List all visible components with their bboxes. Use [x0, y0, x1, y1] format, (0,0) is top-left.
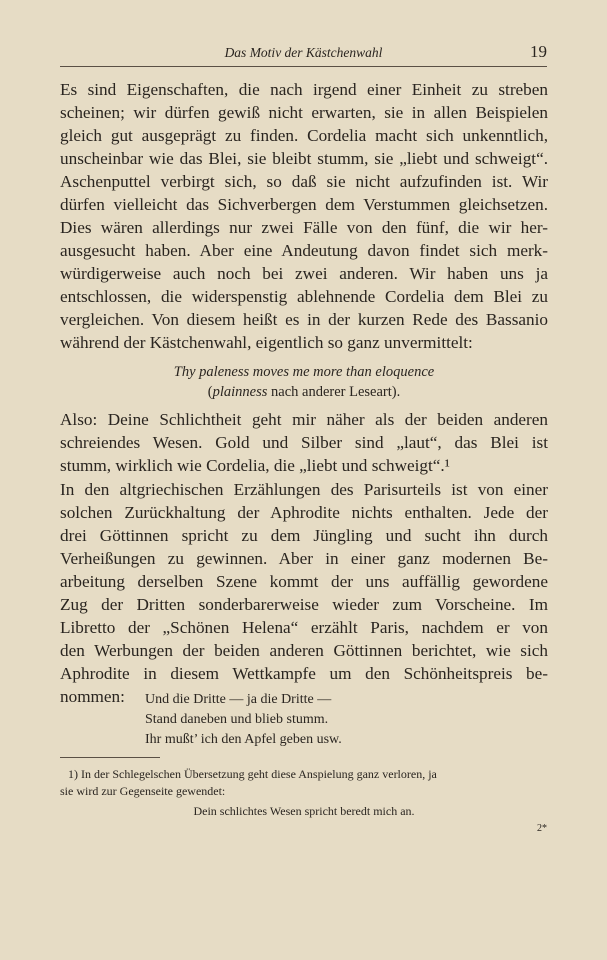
quote-variant-word: plainness: [212, 384, 268, 400]
text-line: Aphrodite in diesem Wettkampfe um den Schönheitspreis be-: [60, 664, 548, 683]
text-line: solchen Zurückhaltung der Aphrodite nichts enthalten. Jede der: [60, 503, 548, 522]
text-line: scheinen; wir dürfen gewiß nicht erwarten, sie in allen Beispielen: [60, 103, 548, 122]
footnote-line: 1) In der Schlegelschen Übersetzung geht diese Anspielung ganz verloren, ja: [68, 767, 437, 781]
text-line: vergleichen. Von diesem heißt es in der kurzen Rede des Bassanio: [60, 310, 548, 329]
paragraph-2: [60, 408, 548, 477]
text-line: drei Göttinnen spricht zu dem Jüngling und sucht ihn durch: [60, 526, 548, 545]
text-line: schreiendes Wesen. Gold und Silber sind „laut“, das Blei ist: [60, 433, 548, 452]
text-line: den Werbungen der beiden anderen Göttinnen berichtet, wie sich: [60, 641, 548, 660]
verse-line: Und die Dritte — ja die Dritte —: [145, 692, 332, 707]
verse-line: Ihr mußt’ ich den Apfel geben usw.: [145, 732, 342, 747]
text-line: gleich gut ausgeprägt zu finden. Cordelia macht sich unkenntlich,: [60, 126, 548, 145]
footnote: [60, 766, 548, 800]
shakespeare-quote: [60, 362, 548, 402]
signature-mark: 2*: [537, 823, 547, 834]
text-line: würdigerweise auch noch bei zwei anderen. Wir haben uns ja: [60, 264, 548, 283]
running-header: [60, 42, 547, 67]
text-line: Aschenputtel verbirgt sich, so daß sie nicht aufzufinden ist. Wir: [60, 172, 548, 191]
text-line: ausgesucht haben. Aber eine Andeutung davon findet sich merk-: [60, 241, 548, 260]
text-line: arbeitung derselben Szene kommt der uns auffällig gewordene: [60, 572, 548, 591]
text-line: entschlossen, die widerspenstig ablehnende Cordelia dem Blei zu: [60, 287, 548, 306]
text-line: stumm, wirklich wie Cordelia, die „liebt und schweigt“.¹: [60, 456, 450, 475]
quote-line-variant: (plainness nach anderer Leseart).: [207, 384, 401, 400]
libretto-verse: [145, 690, 342, 750]
running-title: Das Motiv der Kästchenwahl: [224, 45, 383, 60]
paragraph-3: [60, 478, 548, 708]
text-line: Also: Deine Schlichtheit geht mir näher als der beiden anderen: [60, 410, 548, 429]
text-line: Verheißungen zu gewinnen. Aber in einer ganz modernen Be-: [60, 549, 548, 568]
text-line: während der Kästchenwahl, eigentlich so ganz unvermittelt:: [60, 333, 473, 352]
quote-variant-note: nach anderer Leseart).: [271, 384, 401, 400]
text-line: Libretto der „Schönen Helena“ erzählt Paris, nachdem er von: [60, 618, 548, 637]
paragraph-1: [60, 78, 548, 354]
verse-line: Stand daneben und blieb stumm.: [145, 712, 329, 727]
footnote-rule: [60, 757, 160, 758]
text-line: unscheinbar wie das Blei, sie bleibt stumm, sie „liebt und schweigt“.: [60, 149, 548, 168]
text-line: dürfen vielleicht das Sichverbergen dem Verstummen gleichsetzen.: [60, 195, 548, 214]
text-line: nommen:: [60, 687, 125, 706]
text-line: Zug der Dritten sonderbarerweise wieder zum Vorscheine. Im: [60, 595, 548, 614]
quote-line-english: Thy paleness moves me more than eloquence: [173, 364, 435, 380]
page-number: 19: [530, 42, 547, 61]
footnote-quote: Dein schlichtes Wesen spricht beredt mich an.: [193, 804, 415, 818]
text-line: Es sind Eigenschaften, die nach irgend einer Einheit zu streben: [60, 80, 548, 99]
footnote-line: sie wird zur Gegenseite gewendet:: [60, 784, 226, 798]
text-line: Dies wären allerdings nur zwei Fälle von den fünf, die wir her-: [60, 218, 548, 237]
text-line: In den altgriechischen Erzählungen des Parisurteils ist von einer: [60, 480, 548, 499]
